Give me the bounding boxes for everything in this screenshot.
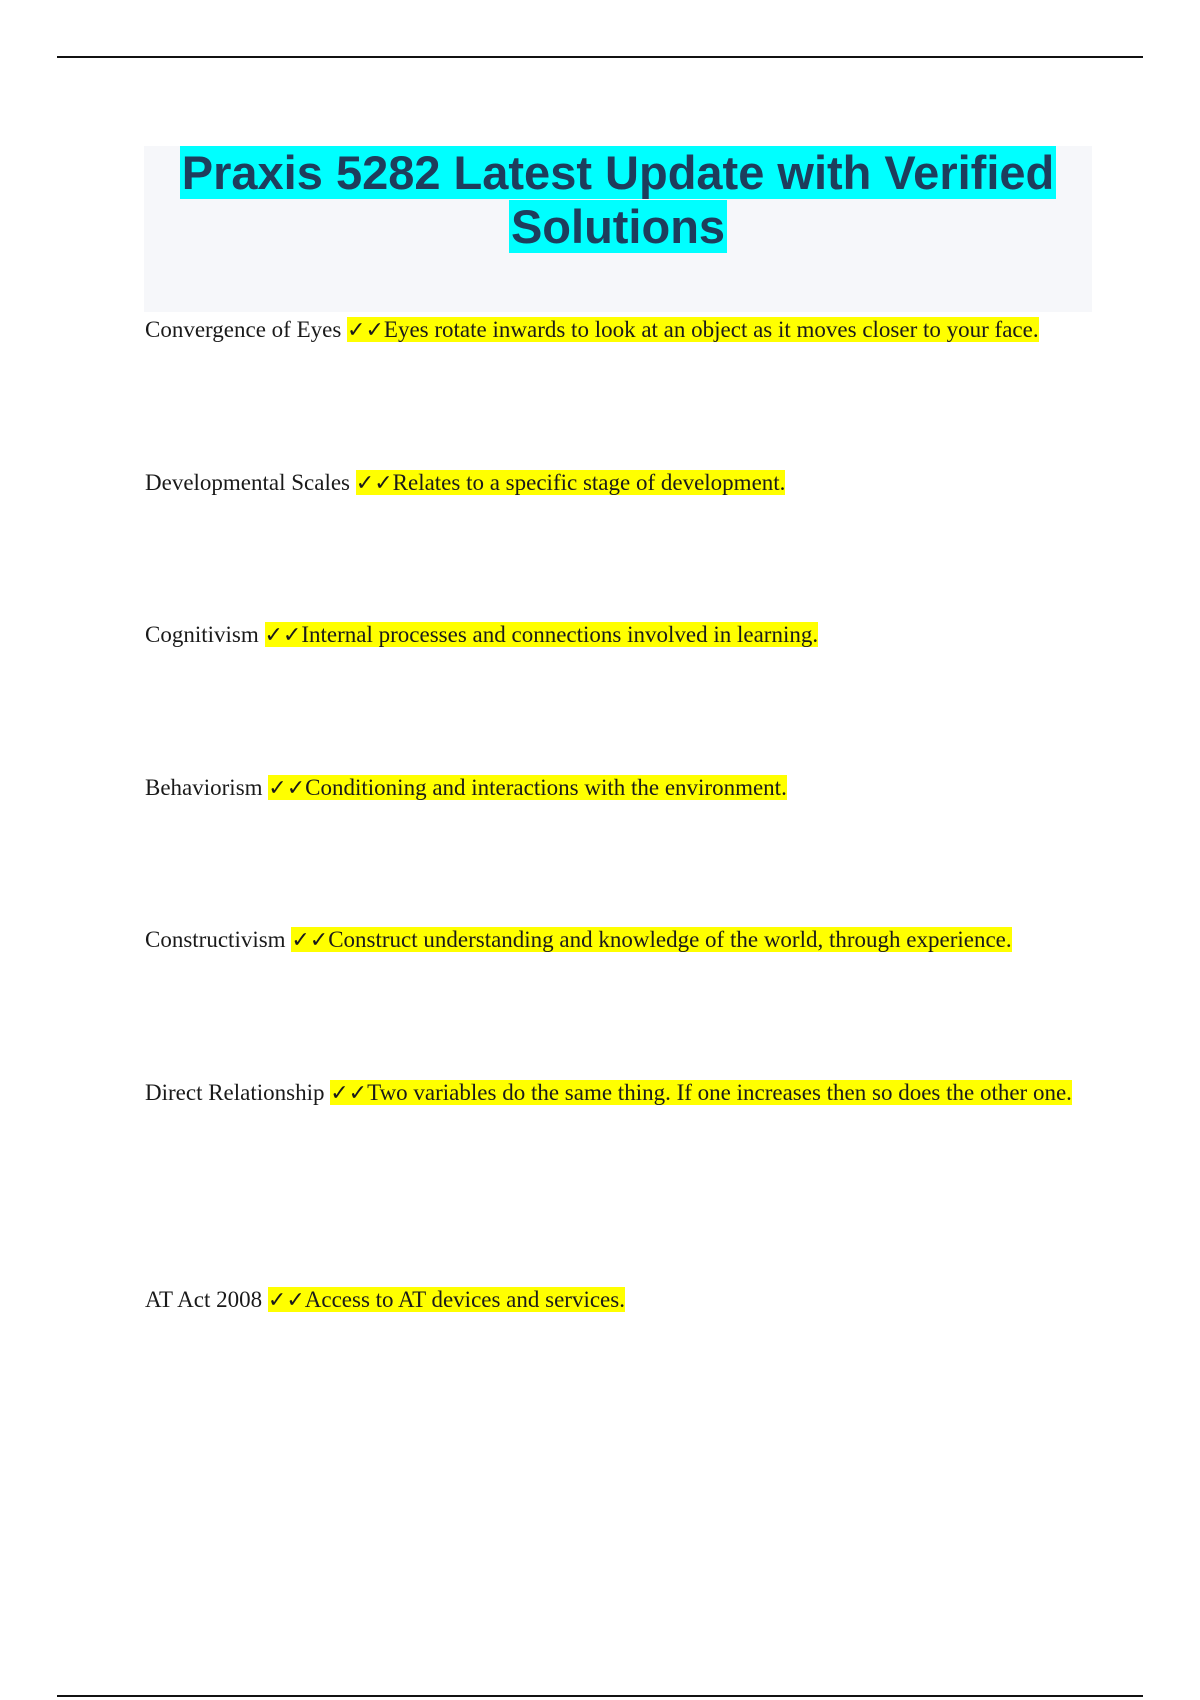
qa-entry bbox=[145, 758, 1095, 819]
term: Behaviorism bbox=[145, 775, 263, 800]
definition: Access to AT devices and services. bbox=[304, 1287, 625, 1312]
answer-highlight bbox=[356, 470, 786, 495]
definition: Two variables do the same thing. If one increases then so does the other one. bbox=[367, 1080, 1072, 1105]
term: Cognitivism bbox=[145, 622, 259, 647]
bottom-rule bbox=[57, 1695, 1143, 1697]
double-check-icon: ✓✓ bbox=[267, 1288, 305, 1313]
term: Constructivism bbox=[145, 927, 286, 952]
definition: Relates to a specific stage of development. bbox=[392, 470, 786, 495]
answer-highlight bbox=[268, 775, 787, 800]
answer-highlight bbox=[268, 1287, 625, 1312]
double-check-icon: ✓✓ bbox=[264, 623, 302, 648]
qa-entry bbox=[145, 910, 1095, 971]
definition: Construct understanding and knowledge of the world, through experience. bbox=[328, 927, 1012, 952]
qa-entry bbox=[145, 1063, 1095, 1124]
definition: Eyes rotate inwards to look at an object as it moves closer to your face. bbox=[383, 317, 1039, 342]
title-line-2: Solutions bbox=[510, 200, 726, 253]
term: Developmental Scales bbox=[145, 470, 351, 495]
double-check-icon: ✓✓ bbox=[347, 318, 384, 343]
answer-highlight bbox=[265, 622, 819, 647]
title-line-1: Praxis 5282 Latest Update with Verified bbox=[181, 146, 1055, 199]
qa-entry bbox=[145, 453, 1095, 514]
term: Direct Relationship bbox=[145, 1080, 325, 1105]
definition: Internal processes and connections involved in learning. bbox=[301, 622, 819, 647]
double-check-icon: ✓✓ bbox=[268, 776, 306, 801]
answer-highlight bbox=[330, 1080, 1072, 1105]
double-check-icon: ✓✓ bbox=[291, 928, 329, 953]
term: AT Act 2008 bbox=[145, 1287, 263, 1312]
qa-entry bbox=[145, 300, 1095, 361]
top-rule bbox=[57, 56, 1143, 58]
qa-entry bbox=[145, 605, 1095, 666]
answer-highlight bbox=[291, 927, 1011, 952]
definition: Conditioning and interactions with the environment. bbox=[305, 775, 787, 800]
answer-highlight bbox=[347, 317, 1039, 342]
double-check-icon: ✓✓ bbox=[355, 471, 393, 496]
double-check-icon: ✓✓ bbox=[330, 1081, 368, 1106]
term: Convergence of Eyes bbox=[145, 317, 342, 342]
title-block bbox=[144, 146, 1092, 312]
qa-entry bbox=[145, 1270, 1095, 1331]
document-title bbox=[144, 146, 1092, 254]
